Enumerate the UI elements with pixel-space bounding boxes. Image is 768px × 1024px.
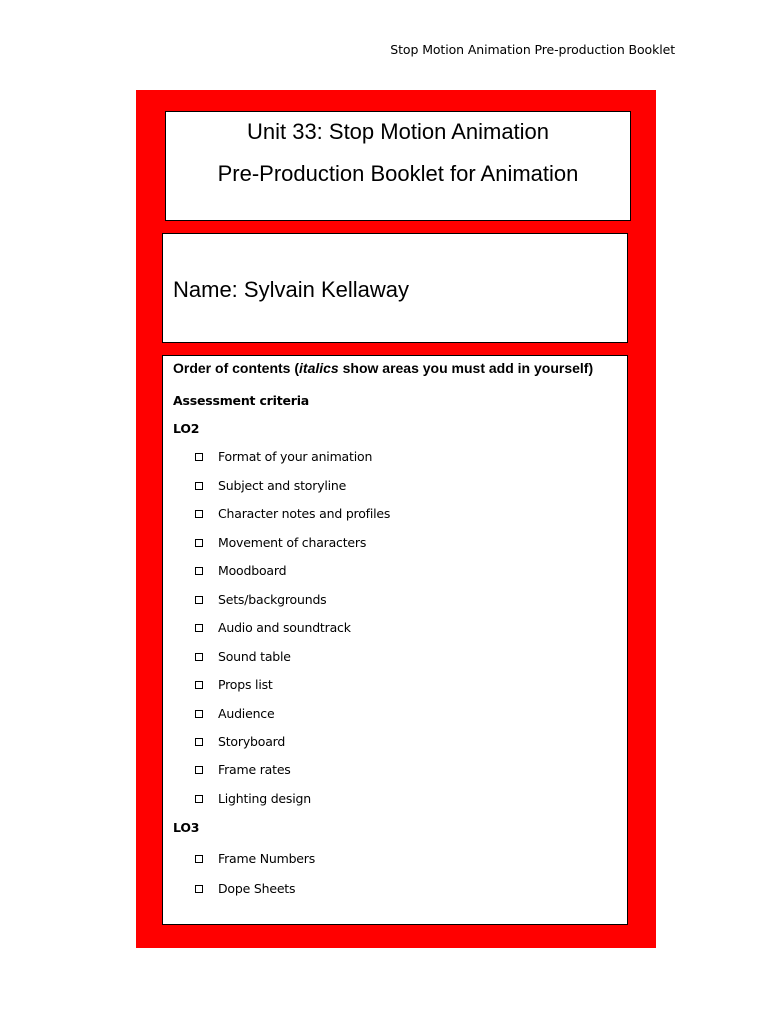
assessment-criteria-label: Assessment criteria (173, 393, 310, 408)
list-item: Dope Sheets (195, 881, 295, 899)
booklet-title: Pre-Production Booklet for Animation (217, 161, 579, 186)
list-item: Storyboard (195, 734, 285, 752)
checkbox-icon (195, 596, 203, 604)
contents-box (162, 355, 628, 925)
checkbox-icon (195, 482, 203, 490)
list-item: Lighting design (195, 791, 311, 809)
list-item: Frame Numbers (195, 851, 315, 869)
list-item: Sets/backgrounds (195, 592, 327, 610)
list-item: Subject and storyline (195, 478, 346, 496)
title-box (165, 111, 631, 221)
checkbox-icon (195, 738, 203, 746)
list-item: Sound table (195, 649, 291, 667)
checkbox-icon (195, 510, 203, 518)
running-header: Stop Motion Animation Pre-production Booklet (390, 42, 675, 57)
lo3-label: LO3 (173, 820, 200, 835)
checkbox-icon (195, 681, 203, 689)
list-item: Format of your animation (195, 449, 372, 467)
student-name: Name: Sylvain Kellaway (173, 277, 409, 302)
contents-heading-post: show areas you must add in yourself) (338, 360, 594, 376)
red-cover-frame (136, 90, 656, 948)
list-item: Character notes and profiles (195, 506, 390, 524)
checkbox-icon (195, 539, 203, 547)
list-item: Frame rates (195, 762, 291, 780)
checkbox-icon (195, 567, 203, 575)
checkbox-icon (195, 885, 203, 893)
list-item: Movement of characters (195, 535, 366, 553)
contents-heading-italic: italics (299, 360, 339, 376)
checkbox-icon (195, 624, 203, 632)
list-item: Moodboard (195, 563, 286, 581)
checkbox-icon (195, 453, 203, 461)
contents-heading-pre: Order of contents ( (173, 360, 300, 376)
lo2-label: LO2 (173, 421, 200, 436)
list-item: Props list (195, 677, 273, 695)
name-box (162, 233, 628, 343)
list-item: Audio and soundtrack (195, 620, 351, 638)
list-item: Audience (195, 706, 274, 724)
checkbox-icon (195, 855, 203, 863)
unit-title: Unit 33: Stop Motion Animation (246, 119, 550, 144)
checkbox-icon (195, 710, 203, 718)
checkbox-icon (195, 653, 203, 661)
checkbox-icon (195, 766, 203, 774)
contents-heading (173, 360, 593, 376)
checkbox-icon (195, 795, 203, 803)
